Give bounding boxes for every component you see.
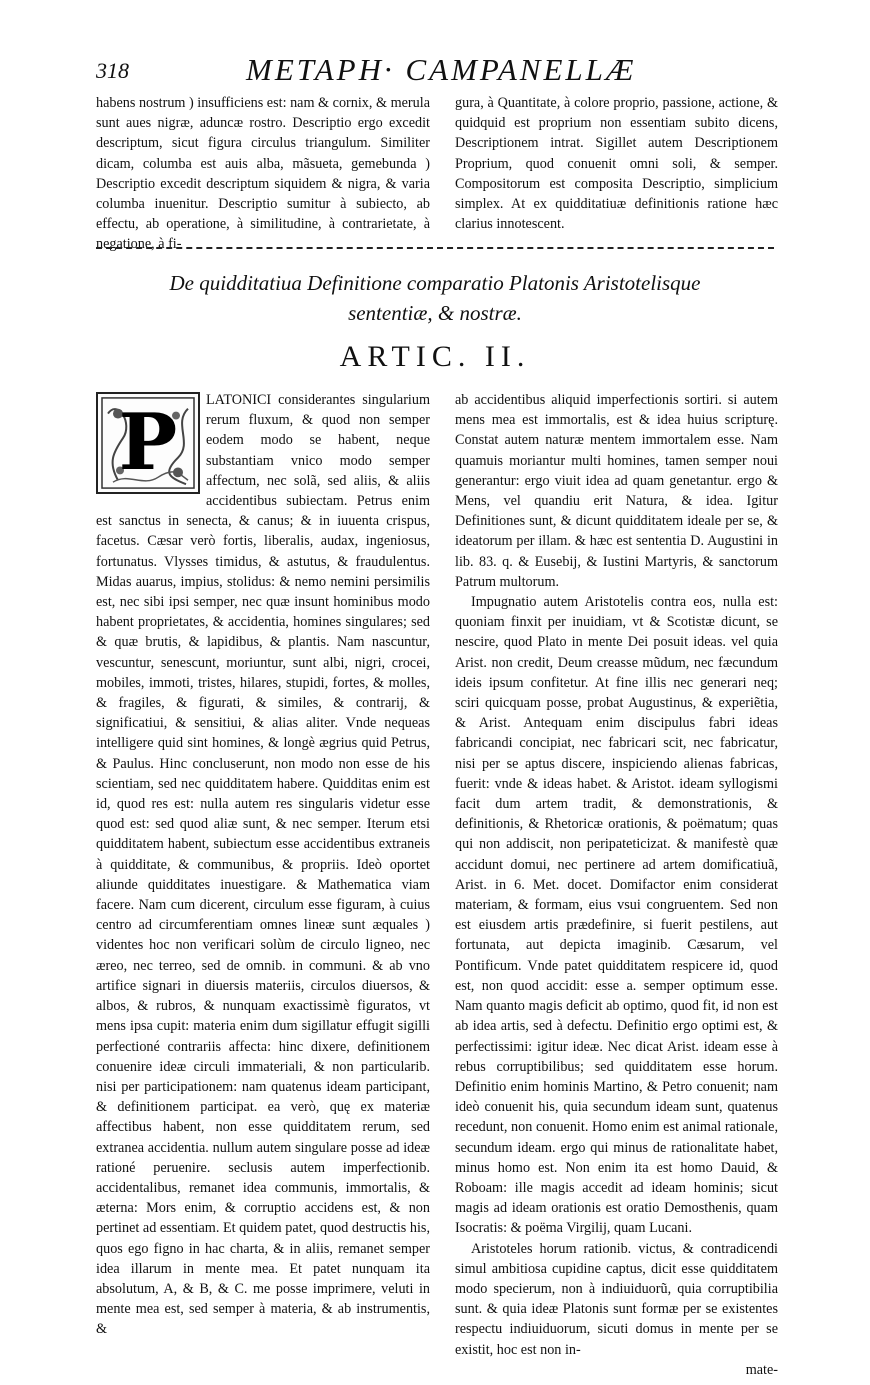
body-right-paragraph-2: Impugnatio autem Aristotelis contra eos, nulla est: quoniam finxit per inuidiam, vt & Scotistæ dicunt, se nescire, quod Plato in mente Dei posuit ideas. vel quia Arist. non credit, Deum creasse mũdum, nec fæcundum ideis ipsum confitetur. At fine illis nec generari neq; sciri quicquam posse, probat Augustinus, & experiẽtia, & Arist. Antequam enim discipulus fabri ideas fabricandi concipiat, nec fabricari scit, nec fabricatur, nisi per se aptus discere, inspiciendo alienas fabricas, fuerit: vnde & ideas habet. & Aristot. ideam syllogismi facit dum artem tradit, & demonstrationis, & definitionis, & Rhetoricæ orationis, & poëmatum; quas qui non addiscit, non peripateticizat. & manifestè quæ accidunt domui, nec pertinere ad artem domificatiuã, Arist. in 6. Met. docet. Domifactor enim considerat materiam, & formam, eius vsui congruentem. Sed non est eiusdem artis prædefinire, si fuerit pestilens, aut fortunata, aut depicta imaginib. Cæsarum, vel Pontificum. Vnde patet quidditatem respicere id, quod est, non quod accidit: esse a. semper optimum esse. Nam quanto magis deficit ab optimo, quod fit, id non est ab idea artis, sed à defectu. Definitio ergo optimi est, & perfectissimi: igitur ideæ. Nec dicat Arist. ideam esse à rebus corruptibilibus; sed quidditatem esse horum. Definitio enim hominis Martino, & Petro conuenit; nam ideò conuenit his, quia secundum ideam sunt, quatenus recedunt, non conuenit. Homo enim est animal rationale, secundum ideam. ergo qui minus de rationalitate habet, minus homo est. Non enim ita est homo Dauid, & Roboam: ille magis accedit ad ideam hominis; sicut magis ad ideam orationis est oratio Demosthenis, quam Isocratis: & poëma Virgilij, quam Lucani.: [455, 594, 778, 1237]
section-heading-line2: sententiæ, & nostræ.: [348, 301, 522, 325]
body-left-column: [96, 390, 430, 1340]
running-title: METAPH· CAMPANELLÆ: [246, 52, 637, 87]
ornamental-initial-icon: [96, 392, 200, 494]
body-right-paragraph-1: ab accidentibus aliquid imperfectionis sortiri. si autem mens mea est immortalis, est & idea huius scripturę. Constat autem naturæ mentem immortalem esse. Nam quamuis moriantur multi homines, tamen semper noui generantur: ergo viuit idea ad quam genetantur. ergo & Mens, vel quandiu erit Natura, & idea. Igitur Definitiones sunt, & dicunt quidditatem ideale per se, & ideatorum per illam. & hæc est sententia D. Augustini in lib. 83. q. & Eusebij, & Iustini Martyris, & sanctorum Patrum multorum.: [455, 392, 778, 590]
section-heading-line1: De quidditatiua Definitione comparatio Platonis Aristotelisque: [169, 271, 701, 295]
body-right-column: [455, 390, 778, 1380]
body-left-paragraph: LATONICI considerantes singularium rerum fluxum, & quod non semper eodem modo se habent, neque substantiam vnico modo semper affectum, nec solã, sed aliis, & aliis accidentibus subiectam. Petrus enim est sanctus in senecta, & canus; & in iuuenta crispus, facetus. Cæsar verò fortis, liberalis, audax, ingeniosus, fortunatus. Vlysses timidus, & astutus, & fraudulentus. Midas auarus, impius, stolidus: & nemo nemini persimilis est, nec sibi ipsi semper, nec quæ insunt hominibus modo habent proprietates, & accidentia, homines singulares; sed & quæ brutis, & lapidibus, & plantis. Nam nascuntur, vescuntur, senescunt, moriuntur, sunt albi, nigri, crocei, mobiles, immoti, tristes, hilares, stupidi, fortes, & molles, & fragiles, & figurati, & similes, & contrarij, & significatiui, & sensitiui, & alias aliter. Vnde nequeas intelligere quid sint homines, & longè ægrius quid Petrus, & Paulus. Hinc concluserunt, non modo non esse de his scientiam, sed nec quidditatem habere. Quidditas enim est id, quod res est: nulla autem res singularis videtur esse quod est: sed quod aliæ sunt, & nec semper. Iterum etsi quidditatem habent, subiectum esse accidentibus extraneis à quidditate, & communibus, & propriis. Ideò oportet aliunde quidditates inuestigare. & Mathematica viam facere. Nam cum dicerent, circulum esse figuram, à cuius centro ad circumferentiam omnes lineæ sunt æquales ) videntes hoc non verificari solùm de circulo ligneo, nec æreo, nec terreo, sed de omnib. in communi. & ab vno artifice signari in diuersis materiis, circulos diuersos, & albos, & rubros, & nunquam exactissimè figuratos, vt mens ipsa cupit: materia enim dum sigillatur effugit sigilli perfectioné contrariis affecta: hinc dixere, definitionem conuenire ideæ circuli immateriali, & non particularib. nisi per participationem: nam quatenus ideam participant, & definitionem participat. ea verò, quę ex materiæ affectibus habent, non esse quidditatem rerum, sed extranea accidentia. nullum autem singulare posse ad ideæ rationé peruenire. seclusis autem imperfectionib. accidentalibus, remanet idea communis, immortalis, & æterna: Mors enim, & corruptio accidens est, & non pertinet ad essentiam. Et quidem patet, quod destructis his, quos ego figno in hac charta, & in aliis, remanet semper idea illarum in mente mea. Et patet nunquam ita absolutum, A, & B, & C. me posse imprimere, veluti in mente mea est, sed semper à materia, & ab instrumentis, &: [96, 392, 430, 1338]
drop-cap-letter: P: [118, 396, 178, 488]
section-divider: [96, 247, 774, 249]
running-head: [96, 52, 774, 92]
page-number: 318: [96, 58, 129, 83]
section-heading: [96, 268, 774, 328]
top-left-column: [96, 93, 430, 255]
body-right-paragraph-3: Aristoteles horum rationib. victus, & contradicendi simul ambitiosa cupidine captus, dicit esse quidditatem modo specierum, non à indiuiduorũ, quia corruptibilia sunt. & quia ideæ Platonis sunt formæ per se existentes respectu indiuiduorum, sicuti domus in mente per se existit, hoc est non in-: [455, 1240, 778, 1358]
catchword: mate-: [745, 1361, 778, 1378]
top-right-text: gura, à Quantitate, à colore proprio, passione, actione, & quidquid est proprium non essentiam subito dicens, Descriptionem intrat. Sigillet autem Descriptionem Proprium, quod conuenit omni soli, & semper. Compositorum est composita Descriptio, simplicium simplex. At ex quidditatiuæ definitionis ratione hæc clarius innotescent.: [455, 95, 778, 233]
top-left-text: habens nostrum ) insufficiens est: nam & cornix, & merula sunt aues nigræ, aduncæ rostro. Descriptio ergo excedit descriptum, sicut figura circulus triangulum. Similiter dicam, columba est auis alba, mãsueta, gemebunda ) Descriptio excedit descriptum siquidem & nigra, & varia columba inuenitur. Descriptio sumitur à subiecto, ab effectu, ab operatione, à similitudine, à contrarietate, à negatione, à fi-: [96, 95, 430, 253]
article-number: ARTIC. II.: [339, 340, 531, 373]
top-right-column: [455, 93, 778, 234]
